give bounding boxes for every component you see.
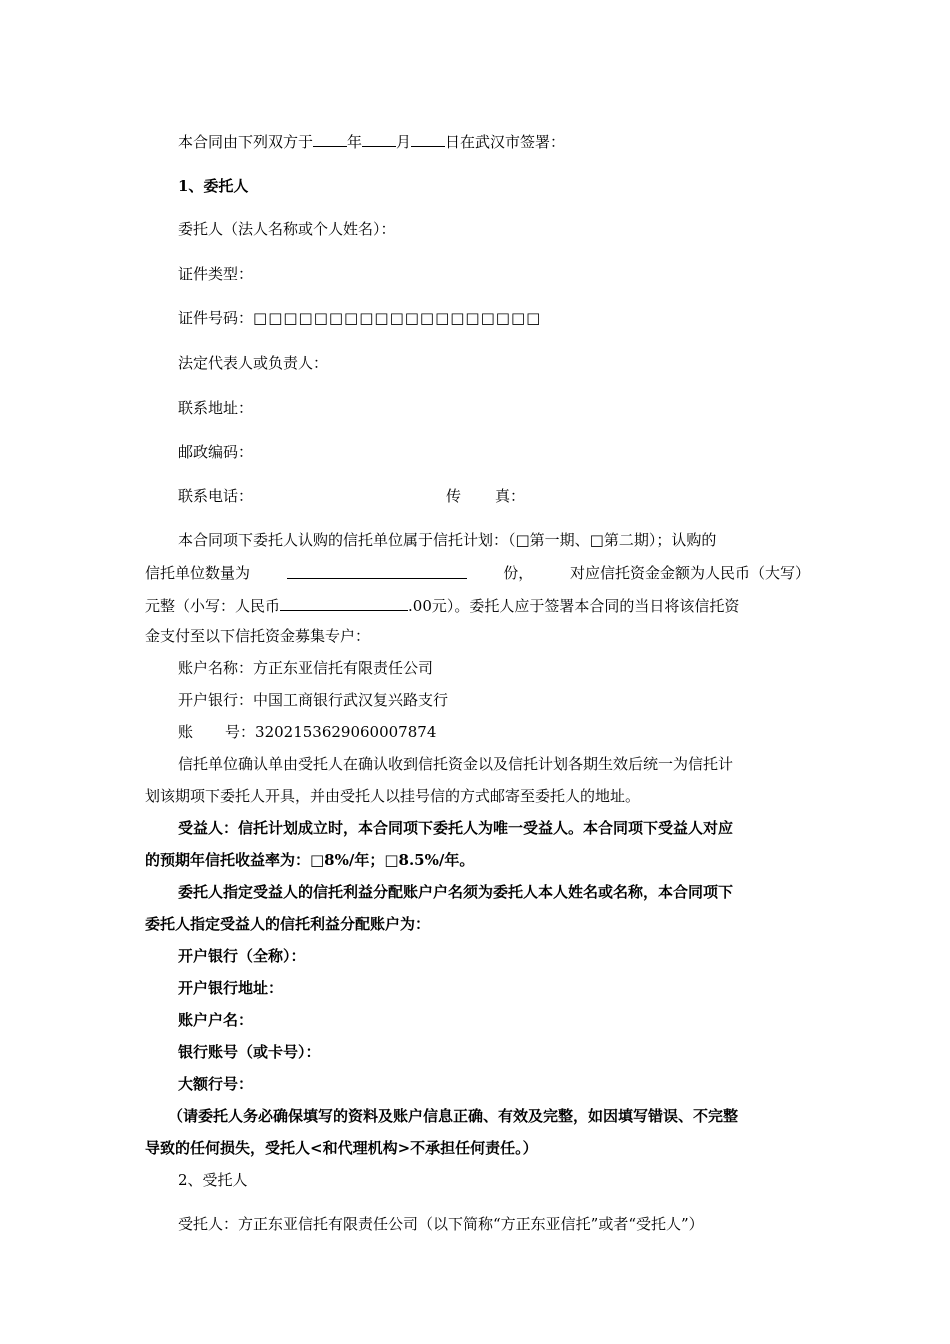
- amount-prefix: 元整（小写：人民币: [145, 597, 281, 615]
- units-label: 信托单位数量为: [145, 564, 251, 582]
- fax-field: [446, 486, 525, 506]
- account-number-label-b: 号：: [225, 723, 256, 741]
- beneficiary-line-2: 的预期年信托收益率为：□8%/年；□8.5%/年。: [145, 851, 475, 869]
- units-suffix: 份，: [503, 564, 534, 582]
- account-number-label-a: 账: [178, 723, 194, 741]
- large-amount-code-field: 大额行号：: [178, 1075, 254, 1093]
- subscription-line-4: 金支付至以下信托资金募集专户：: [145, 627, 371, 645]
- account-name: 账户名称：方正东亚信托有限责任公司: [178, 659, 434, 677]
- bank-address-field: 开户银行地址：: [178, 979, 284, 997]
- distribution-line-2: 委托人指定受益人的信托利益分配账户为：: [145, 915, 431, 933]
- confirmation-line-2: 划该期项下委托人开具，并由受托人以挂号信的方式邮寄至委托人的地址。: [145, 787, 641, 805]
- truster-name-field: 委托人（法人名称或个人姓名）：: [178, 220, 396, 238]
- subscription-line-3: [145, 595, 739, 616]
- notice-line-1: （请委托人务必确保填写的资料及账户信息正确、有效及完整，如因填写错误、不完整: [168, 1107, 739, 1125]
- id-number-boxes[interactable]: □□□□□□□□□□□□□□□□□□□: [253, 309, 542, 327]
- account-number-value: 3202153629060007874: [255, 723, 437, 741]
- fax-label-b: 真：: [495, 487, 526, 505]
- account-number: [178, 722, 436, 742]
- bank-full-name-field: 开户银行（全称）：: [178, 947, 306, 965]
- notice-line-2: 导致的任何损失，受托人<和代理机构>不承担任何责任。）: [145, 1139, 538, 1157]
- id-type-field: 证件类型：: [178, 265, 254, 283]
- account-holder-field: 账户户名：: [178, 1011, 254, 1029]
- amount-suffix: .00元）。委托人应于签署本合同的当日将该信托资: [408, 597, 740, 615]
- signing-prefix: 本合同由下列双方于: [178, 133, 314, 151]
- beneficiary-line-1: 受益人：信托计划成立时，本合同项下委托人为唯一受益人。本合同项下受益人对应: [178, 819, 734, 837]
- confirmation-line-1: 信托单位确认单由受托人在确认收到信托资金以及信托计划各期生效后统一为信托计: [178, 755, 734, 773]
- section-1-heading: 1、委托人: [178, 177, 249, 195]
- bank-account-field: 银行账号（或卡号）：: [178, 1043, 321, 1061]
- postcode-field: 邮政编码：: [178, 443, 254, 461]
- day-blank[interactable]: [411, 131, 445, 147]
- fax-label-a: 传: [446, 487, 462, 505]
- amount-blank[interactable]: [280, 595, 408, 611]
- address-field: 联系地址：: [178, 399, 254, 417]
- year-blank[interactable]: [313, 131, 347, 147]
- subscription-line-2: [145, 563, 810, 583]
- section-2-heading: 2、受托人: [178, 1171, 248, 1189]
- month-blank[interactable]: [362, 131, 396, 147]
- account-bank: 开户银行：中国工商银行武汉复兴路支行: [178, 691, 449, 709]
- id-number-field: [178, 308, 541, 328]
- subscription-line-1: 本合同项下委托人认购的信托单位属于信托计划：（□第一期、□第二期）；认购的: [178, 531, 717, 549]
- year-label: 年: [347, 133, 363, 151]
- units-blank[interactable]: [287, 563, 467, 579]
- id-number-label: 证件号码：: [178, 309, 254, 327]
- distribution-line-1: 委托人指定受益人的信托利益分配账户户名须为委托人本人姓名或名称，本合同项下: [178, 883, 734, 901]
- amount-label: 对应信托资金金额为人民币（大写）: [569, 564, 810, 582]
- phone-field: 联系电话：: [178, 487, 254, 505]
- legal-rep-field: 法定代表人或负责人：: [178, 354, 329, 372]
- trustee-field: 受托人：方正东亚信托有限责任公司（以下简称“方正东亚信托”或者“受托人”）: [178, 1215, 704, 1233]
- signing-suffix: 日在武汉市签署：: [445, 133, 566, 151]
- signing-statement: [178, 131, 565, 152]
- month-label: 月: [396, 133, 412, 151]
